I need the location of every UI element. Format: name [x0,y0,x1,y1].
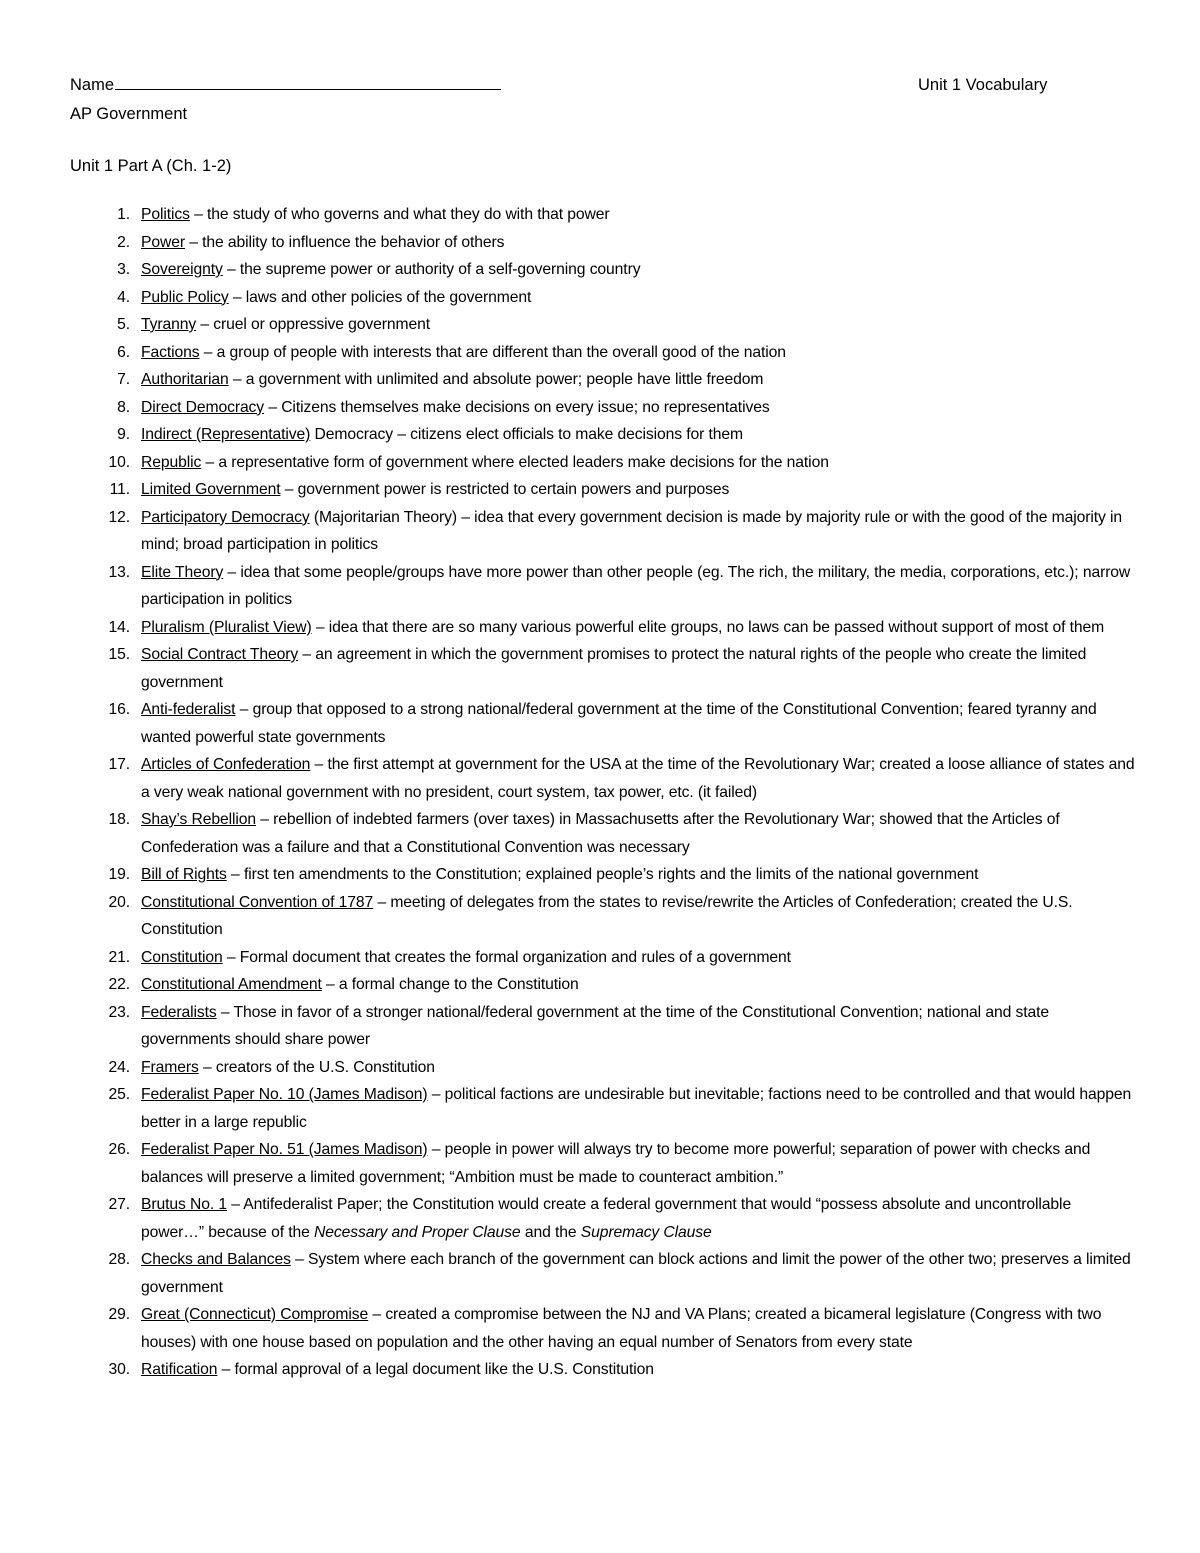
vocab-item [0,339,1200,367]
vocab-item [0,1356,1200,1384]
vocab-number: 14. [108,618,130,636]
vocab-number: 15. [108,646,130,663]
vocab-item [0,284,1200,312]
vocab-definition: – creators of the U.S. Constitution [198,1058,435,1076]
vocab-term: Ratification [141,1361,218,1378]
vocab-number: 22. [108,976,130,993]
vocab-number: 19. [108,866,130,883]
vocab-number: 1. [117,206,130,223]
vocab-number: 24. [108,1058,130,1076]
vocab-item [0,449,1200,477]
vocab-definition: – cruel or oppressive government [196,316,430,333]
vocab-definition: – a representative form of government where elected leaders make decisions for the nation [201,453,829,471]
vocab-item [0,696,1200,751]
vocab-definition: – Citizens themselves make decisions on every issue; no representatives [264,398,770,416]
section-title: Unit 1 Part A (Ch. 1-2) [70,157,232,175]
vocab-definition: Democracy – citizens elect officials to make decisions for them [310,426,744,443]
vocab-term: Public Policy [141,288,229,306]
vocab-definition: – laws and other policies of the government [228,288,532,306]
vocab-item [0,806,1200,861]
vocab-item [0,229,1200,257]
vocab-term: Checks and Balances [141,1251,291,1268]
vocab-number: 12. [108,508,130,526]
vocab-definition-part: and the [520,1223,581,1241]
vocab-item [0,999,1200,1054]
vocab-number: 7. [117,371,130,388]
vocab-number: 28. [108,1251,130,1268]
vocab-item [0,944,1200,972]
vocab-definition: – idea that some people/groups have more power than other people (eg. The rich, the military, the media, corporations, etc.); narrow participation in politics [141,563,1131,608]
vocab-item [0,311,1200,339]
vocabulary-list [0,201,1200,1384]
vocab-item [0,641,1200,696]
vocab-number: 13. [108,563,130,581]
vocab-definition: (Majoritarian Theory) – idea that every government decision is made by majority rule or with the good of the majority in mind; broad participation in politics [141,508,1123,553]
vocab-number: 11. [109,481,130,498]
vocab-definition: – the study of who governs and what they do with that power [189,206,610,223]
vocab-term: Social Contract Theory [141,646,299,663]
vocab-definition: – a government with unlimited and absolute power; people have little freedom [228,371,764,388]
vocab-italic-term: Supremacy Clause [580,1223,712,1241]
vocab-definition: – an agreement in which the government promises to protect the natural rights of the people who create the limited government [141,646,1087,691]
vocab-number: 8. [117,398,130,416]
vocab-definition: – System where each branch of the government can block actions and limit the power of the other two; preserves a limited government [141,1251,1131,1296]
vocab-definition: – the first attempt at government for the USA at the time of the Revolutionary War; created a loose alliance of states and a very weak national government with no president, court system, tax power, etc. (it failed) [141,756,1135,801]
vocab-item [0,889,1200,944]
vocab-term: Shay’s Rebellion [141,811,256,828]
vocab-number: 30. [108,1361,130,1378]
vocab-number: 10. [108,453,130,471]
vocab-term: Direct Democracy [141,398,265,416]
vocab-term: Constitutional Convention of 1787 [141,893,374,911]
vocab-item [0,256,1200,284]
vocab-term: Factions [141,343,200,361]
vocab-term: Great (Connecticut) Compromise [141,1306,369,1323]
vocab-definition: – group that opposed to a strong national/federal government at the time of the Constitutional Convention; feared tyranny and wanted powerful state governments [141,701,1097,746]
vocab-number: 16. [108,701,130,718]
vocab-item [0,614,1200,642]
vocab-definition: – people in power will always try to become more powerful; separation of power with checks and balances will preserve a limited government; “Ambition must be made to counteract ambition.” [141,1141,1091,1186]
vocab-number: 2. [117,233,130,251]
vocab-term: Federalists [141,1003,217,1021]
vocab-number: 26. [108,1141,130,1158]
vocab-item [0,971,1200,999]
vocab-term: Bill of Rights [141,866,227,883]
vocab-term: Limited Government [141,481,281,498]
vocab-definition: – the supreme power or authority of a self-governing country [222,261,641,278]
vocab-definition: – the ability to influence the behavior of others [184,233,505,251]
vocab-definition: – idea that there are so many various powerful elite groups, no laws can be passed without support of most of them [311,618,1105,636]
vocab-term: Politics [141,206,190,223]
vocab-term: Articles of Confederation [141,756,311,773]
vocab-definition: – created a compromise between the NJ and VA Plans; created a bicameral legislature (Congress with two houses) with one house based on population and the other having an equal number of Senators from every state [141,1306,1102,1351]
unit-title: Unit 1 Vocabulary [918,76,1048,94]
vocab-item [0,1301,1200,1356]
vocab-term: Federalist Paper No. 51 (James Madison) [141,1141,428,1158]
vocab-item [0,1081,1200,1136]
vocab-term: Indirect (Representative) [141,426,311,443]
vocab-number: 18. [108,811,130,828]
vocab-definition: – a formal change to the Constitution [321,976,579,993]
vocab-item [0,366,1200,394]
vocab-item [0,201,1200,229]
vocab-definition: – rebellion of indebted farmers (over taxes) in Massachusetts after the Revolutionary War; showed that the Articles of Confederation was a failure and that a Constitutional Convention was necessary [141,811,1060,856]
vocab-term: Anti-federalist [141,701,236,718]
vocab-item [0,1191,1200,1246]
name-line [70,74,501,96]
vocab-term: Participatory Democracy [141,508,310,526]
vocab-term: Sovereignty [141,261,223,278]
vocab-number: 21. [108,948,130,966]
vocab-number: 6. [117,343,130,361]
vocab-number: 9. [117,426,130,443]
vocab-number: 4. [117,288,130,306]
vocab-number: 17. [108,756,130,773]
vocab-number: 29. [108,1306,130,1323]
vocab-item [0,1054,1200,1082]
vocab-definition: – Formal document that creates the formal organization and rules of a government [222,948,791,966]
vocab-definition: – formal approval of a legal document like the U.S. Constitution [217,1361,654,1378]
name-label: Name [70,76,115,94]
vocab-term: Constitutional Amendment [141,976,322,993]
vocab-term: Authoritarian [141,371,229,388]
vocab-term: Pluralism (Pluralist View) [141,618,312,636]
vocab-number: 20. [108,893,130,911]
vocab-definition: – political factions are undesirable but inevitable; factions need to be controlled and that would happen better in a large republic [141,1086,1132,1131]
vocab-item [0,476,1200,504]
vocab-item [0,751,1200,806]
vocab-definition: – first ten amendments to the Constitution; explained people’s rights and the limits of the national government [226,866,979,883]
vocab-item [0,861,1200,889]
name-blank [115,74,501,90]
vocab-definition: – meeting of delegates from the states to revise/rewrite the Articles of Confederation; created the U.S. Constitution [141,893,1073,938]
vocab-term: Framers [141,1058,199,1076]
vocab-item [0,559,1200,614]
vocab-number: 27. [108,1196,130,1213]
vocab-number: 23. [108,1003,130,1021]
course-title: AP Government [70,105,188,123]
vocab-definition: – Antifederalist Paper; the Constitution would create a federal government that would “possess absolute and uncontrollable power…” because of the [141,1196,1072,1241]
vocab-item [0,504,1200,559]
vocab-number: 5. [117,316,130,333]
vocab-term: Federalist Paper No. 10 (James Madison) [141,1086,428,1103]
vocab-term: Elite Theory [141,563,224,581]
vocab-item [0,1136,1200,1191]
vocab-item [0,394,1200,422]
vocab-number: 3. [117,261,130,278]
vocab-item [0,1246,1200,1301]
vocab-number: 25. [108,1086,130,1103]
vocab-term: Brutus No. 1 [141,1196,227,1213]
vocab-definition: – a group of people with interests that are different than the overall good of the nation [199,343,786,361]
vocab-definition: – government power is restricted to certain powers and purposes [280,481,730,498]
vocab-item [0,421,1200,449]
vocab-definition: – Those in favor of a stronger national/federal government at the time of the Constitutional Convention; national and state governments should share power [141,1003,1049,1048]
vocab-italic-term: Necessary and Proper Clause [313,1223,521,1241]
vocab-term: Republic [141,453,202,471]
vocab-term: Power [141,233,185,251]
vocab-term: Constitution [141,948,223,966]
vocab-term: Tyranny [141,316,197,333]
